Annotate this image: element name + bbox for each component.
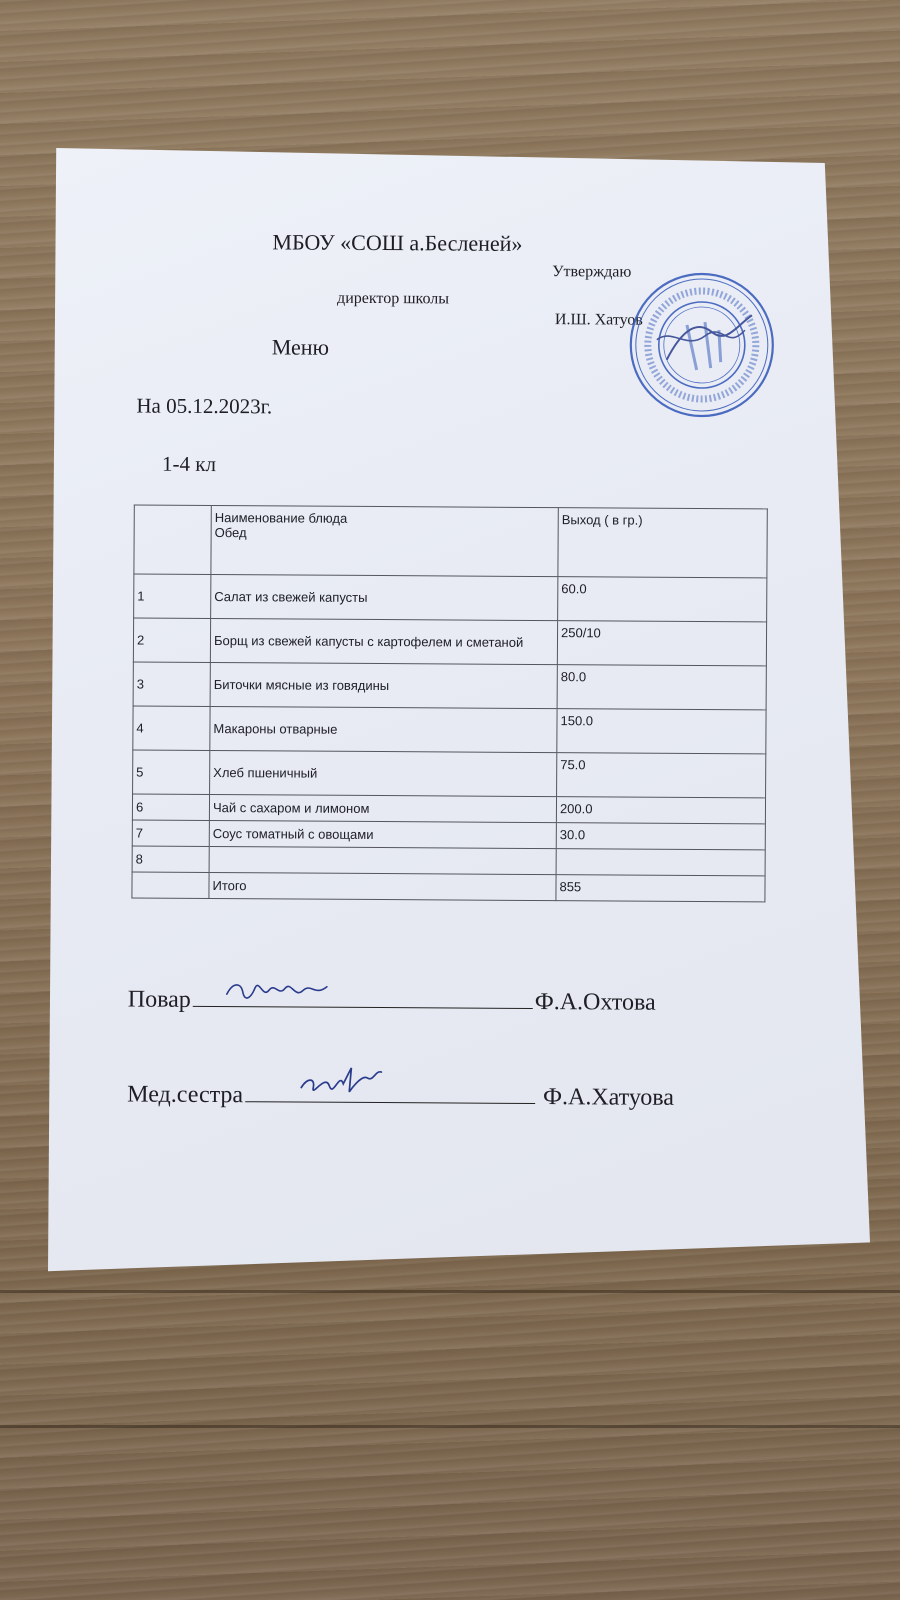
official-seal-icon xyxy=(626,270,777,421)
handwritten-signature-icon xyxy=(223,976,333,1005)
row-dish-name: Биточки мясные из говядины xyxy=(210,663,557,709)
header-output: Выход ( в гр.) xyxy=(558,508,767,578)
header-dish-name-label: Наименование блюда xyxy=(214,510,348,526)
row-dish-name: Борщ из свежей капусты с картофелем и сметаной xyxy=(210,619,557,665)
table-row xyxy=(132,846,765,876)
nurse-name: Ф.А.Хатуова xyxy=(542,1084,675,1111)
row-output: 30.0 xyxy=(556,823,765,850)
director-name: И.Ш. Хатуов xyxy=(554,311,643,329)
row-dish-name: Хлеб пшеничный xyxy=(210,750,557,796)
cook-signature-field xyxy=(193,984,533,1009)
row-number: 6 xyxy=(132,794,209,820)
row-dish-name: Салат из свежей капусты xyxy=(211,575,558,621)
menu-grade: 1-4 кл xyxy=(162,451,217,477)
row-output: 60.0 xyxy=(558,577,767,622)
approve-label: Утверждаю xyxy=(552,263,632,281)
row-number: 1 xyxy=(134,574,211,618)
handwritten-signature-icon xyxy=(295,1064,385,1099)
total-number xyxy=(132,872,209,898)
cook-label: Повар xyxy=(127,986,191,1013)
row-number: 8 xyxy=(132,846,209,872)
table-row xyxy=(132,794,765,824)
table-row xyxy=(134,574,767,622)
row-number: 2 xyxy=(133,618,210,662)
row-output xyxy=(556,849,765,876)
table-total-row xyxy=(132,872,765,902)
row-number: 5 xyxy=(133,750,210,794)
header-meal-label: Обед xyxy=(214,525,247,541)
row-output: 80.0 xyxy=(557,665,766,710)
total-output: 855 xyxy=(556,875,765,902)
school-name: МБОУ «СОШ а.Бесленей» xyxy=(272,229,523,256)
cook-signature-line xyxy=(128,984,656,1017)
row-dish-name xyxy=(209,846,556,874)
table-header-row xyxy=(134,505,767,578)
row-output: 200.0 xyxy=(556,797,765,824)
nurse-signature-field xyxy=(245,1079,535,1104)
header-dish-name xyxy=(211,506,558,577)
row-output: 250/10 xyxy=(557,621,766,666)
cook-name: Ф.А.Охтова xyxy=(534,988,656,1016)
row-output: 75.0 xyxy=(557,753,766,798)
director-label: директор школы xyxy=(337,289,450,308)
table-row xyxy=(133,750,766,798)
row-number: 4 xyxy=(133,706,210,750)
menu-title: Меню xyxy=(271,334,330,360)
header-number xyxy=(134,505,211,574)
menu-document xyxy=(41,148,870,1305)
row-dish-name: Соус томатный с овощами xyxy=(209,820,556,848)
row-number: 7 xyxy=(132,820,209,846)
table-row xyxy=(133,662,766,710)
menu-date: На 05.12.2023г. xyxy=(136,393,273,419)
row-output: 150.0 xyxy=(557,709,766,754)
table-row xyxy=(132,820,765,850)
table-board-seam xyxy=(0,1425,900,1428)
total-label: Итого xyxy=(209,872,556,900)
table-row xyxy=(133,618,766,666)
table-row xyxy=(133,706,766,754)
menu-table xyxy=(131,505,767,903)
row-number: 3 xyxy=(133,662,210,706)
nurse-signature-line xyxy=(127,1079,674,1112)
row-dish-name: Чай с сахаром и лимоном xyxy=(209,794,556,822)
row-dish-name: Макароны отварные xyxy=(210,707,557,753)
nurse-label: Мед.сестра xyxy=(127,1081,244,1109)
